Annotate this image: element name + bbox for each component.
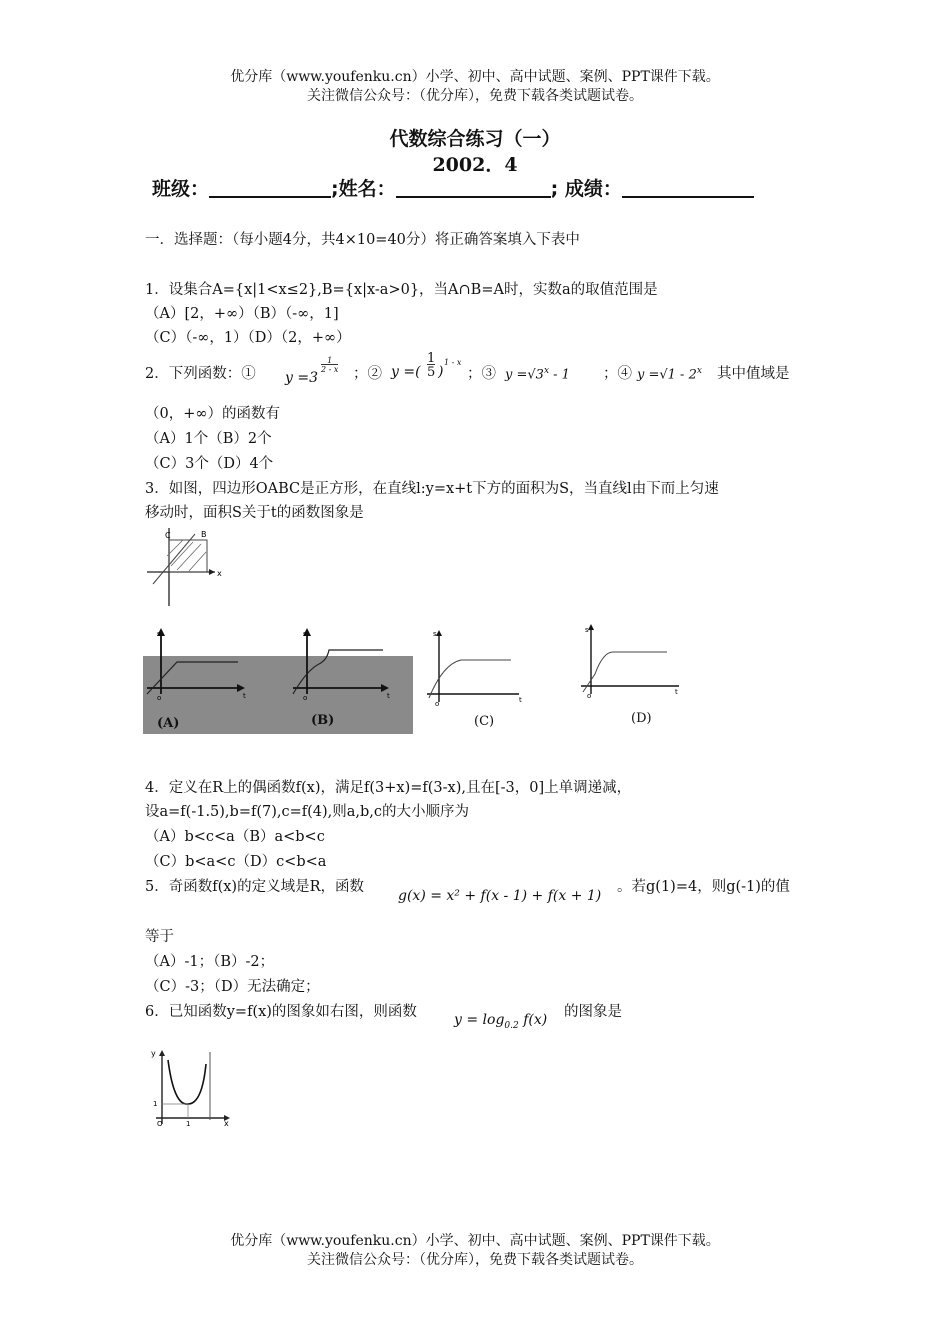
svg-text:O: O — [157, 1120, 163, 1128]
svg-text:s: s — [303, 630, 307, 638]
q3-option-graphs — [143, 622, 683, 737]
q3-graph-d — [581, 624, 679, 700]
q3-label-d: (D) — [631, 711, 652, 726]
q6-stem-suffix: 的图象是 — [564, 1004, 622, 1020]
q3-square-figure — [145, 526, 225, 608]
svg-text:o: o — [303, 694, 308, 702]
svg-text:o: o — [157, 694, 162, 702]
svg-text:t: t — [243, 692, 246, 700]
q4-stem-2: 设a=f(-1.5),b=f(7),c=f(4),则a,b,c的大小顺序为 — [145, 804, 470, 820]
q5-options-ab: （A）-1；（B）-2； — [145, 954, 275, 970]
svg-text:1: 1 — [153, 1100, 158, 1108]
footer-line-2: 关注微信公众号：（优分库），免费下载各类试题试卷。 — [307, 1252, 643, 1268]
header-line-1: 优分库（www.youfenku.cn）小学、初中、高中试题、案例、PPT课件下载。 — [230, 69, 720, 85]
q5-formula: g(x) = x² + f(x - 1) + f(x + 1) — [398, 888, 602, 904]
svg-text:o: o — [435, 700, 440, 708]
q4-options-cd: （C）b<a<c（D）c<b<a — [145, 854, 327, 870]
svg-text:C: C — [165, 531, 171, 540]
svg-text:s: s — [157, 630, 161, 638]
q2-formula-3: $y =√3^x - 1$ — [505, 366, 570, 383]
class-blank[interactable] — [209, 178, 331, 198]
page-title: 代数综合练习（一） — [389, 128, 561, 150]
svg-text:s: s — [433, 630, 437, 638]
q1-options-ab: （A）[2，+∞）（B）（-∞，1] — [145, 306, 339, 322]
svg-text:s: s — [585, 626, 589, 634]
q5-stem-prefix: 5．奇函数f(x)的定义域是R，函数 — [145, 879, 364, 895]
class-label: 班级： — [152, 178, 210, 200]
svg-text:t: t — [675, 688, 678, 696]
q3-stem-2: 移动时，面积S关于t的函数图象是 — [145, 505, 364, 521]
q1-options-cd: （C）（-∞，1）（D）（2，+∞） — [145, 330, 351, 346]
q2-formula-2: y =( — [391, 364, 421, 380]
svg-text:x: x — [217, 569, 222, 578]
q2-options-cd: （C）3个（D）4个 — [145, 456, 274, 472]
q5-line-2: 等于 — [145, 929, 174, 945]
svg-text:x: x — [224, 1119, 229, 1128]
q3-label-c: (C) — [474, 714, 495, 729]
q4-options-ab: （A）b<c<a（B）a<b<c — [145, 829, 325, 845]
q1-stem: 1．设集合A={x|1<x≤2},B={x|x-a>0}，当A∩B=A时，实数a的取值范围是 — [145, 282, 658, 298]
q5-stem-suffix: 。若g(1)=4，则g(-1)的值 — [617, 879, 790, 895]
score-blank[interactable] — [622, 178, 754, 198]
footer-line-1: 优分库（www.youfenku.cn）小学、初中、高中试题、案例、PPT课件下载。 — [230, 1233, 720, 1249]
name-label: ;姓名： — [331, 178, 396, 200]
q2-line-2: （0，+∞）的函数有 — [145, 406, 280, 422]
svg-text:t: t — [387, 692, 390, 700]
q2-fraction: 1 5 — [427, 351, 436, 380]
svg-text:o: o — [587, 692, 592, 700]
section-1-heading: 一．选择题：（每小题4分，共4×10=40分）将正确答案填入下表中 — [145, 232, 580, 248]
q3-ab-backdrop — [143, 656, 413, 734]
q3-label-a: (A) — [157, 716, 180, 731]
svg-text:t: t — [519, 696, 522, 704]
q2-formula-1: y =3 — [285, 370, 318, 386]
name-blank[interactable] — [396, 178, 551, 198]
q2-formula-4: y =√1 - 2$^x$ — [637, 366, 702, 383]
q2-options-ab: （A）1个（B）2个 — [145, 431, 272, 447]
q3-stem-1: 3．如图，四边形OABC是正方形，在直线l:y=x+t下方的面积为S，当直线l由下而上匀速 — [145, 481, 719, 497]
q4-stem-1: 4．定义在R上的偶函数f(x)，满足f(3+x)=f(3-x),且在[-3，0]上单调递减， — [145, 780, 632, 796]
svg-text:1: 1 — [186, 1120, 191, 1128]
q6-formula: $y = \log_{0.2} f(x)$ — [454, 1012, 548, 1031]
q3-graph-c — [427, 630, 522, 708]
q5-options-cd: （C）-3；（D）无法确定； — [145, 979, 320, 995]
q6-curve-figure — [148, 1048, 238, 1128]
q3-label-b: (B) — [311, 713, 335, 728]
q6-stem-prefix: 6．已知函数y=f(x)的图象如右图，则函数 — [145, 1004, 417, 1020]
score-label: ; 成绩： — [550, 178, 622, 200]
svg-text:y: y — [151, 1049, 156, 1058]
svg-text:B: B — [201, 530, 207, 539]
q2-formula-1-exponent: 1 2 - x — [321, 356, 339, 374]
student-info — [152, 174, 754, 201]
header-line-2: 关注微信公众号：（优分库），免费下载各类试题试卷。 — [307, 88, 643, 104]
page-date: 2002．4 — [432, 154, 518, 176]
